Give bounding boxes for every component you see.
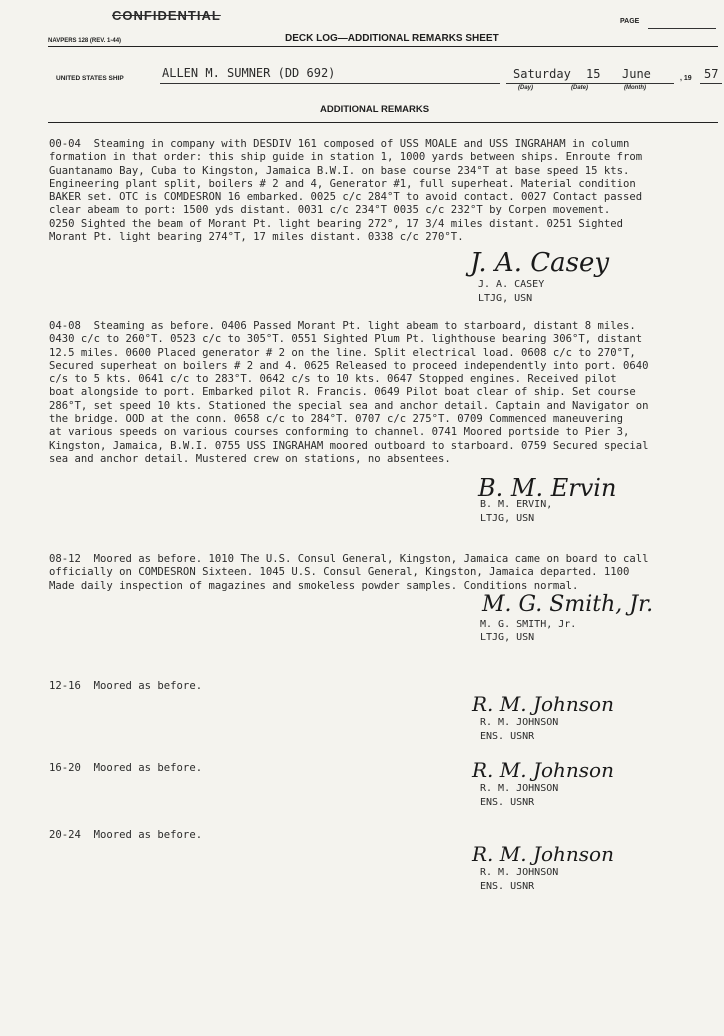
day-value: Saturday xyxy=(513,67,571,81)
signature-johnson-1: R. M. Johnson xyxy=(472,692,614,716)
signature-smith: M. G. Smith, Jr. xyxy=(482,592,654,617)
signature-johnson-3: R. M. Johnson xyxy=(472,842,614,866)
month-caption: (Month) xyxy=(624,85,646,91)
date-line xyxy=(506,83,674,84)
year-prefix: , 19 xyxy=(680,75,692,82)
log-entry-00-04: 00-04 Steaming in company with DESDIV 161 composed of USS MOALE and USS INGRAHAM in column formation in that order: this ship guide in station 1, 1000 yards between ships. Enroute from Guantanamo Bay, Cuba to Kingston, Jamaica B.W.I. on base course 234°T at base speed 15 kts. Engineering plant split, boilers # 2 and 4, Generator #1, full superheat. Material condition BAKER set. OTC is COMDESRON 16 embarked. 0025 c/c 284°T to avoid contact. 0027 Contact passed clear abeam to port: 1500 yds distant. 0031 c/c 234°T 0035 c/c 232°T by Corpen movement. 0250 Sighted the beam of Morant Pt. light bearing 272°, 17 3/4 miles distant. 0251 Sighted Morant Pt. light bearing 274°T, 17 miles distant. 0338 c/c 270°T. xyxy=(49,138,643,244)
classification-stamp: CONFIDENTIAL xyxy=(112,8,221,23)
signer-rank-casey: LTJG, USN xyxy=(478,293,533,304)
signature-casey: J. A. Casey xyxy=(470,248,610,278)
signature-johnson-2: R. M. Johnson xyxy=(472,758,614,782)
signer-rank-johnson-2: ENS. USNR xyxy=(480,797,535,808)
month-value: June xyxy=(622,67,651,81)
section-rule xyxy=(48,122,718,123)
form-number: NAVPERS 128 (REV. 1-44) xyxy=(48,38,122,44)
ship-name-line xyxy=(160,83,500,84)
log-entry-08-12: 08-12 Moored as before. 1010 The U.S. Consul General, Kingston, Jamaica came on board to call officially on COMDESRON Sixteen. 1045 U.S. Consul General, Kingston, Jamaica departed. 1100 Made daily inspection of magazines and smokeless powder samples. Conditions normal. xyxy=(49,553,649,592)
log-entry-12-16: 12-16 Moored as before. xyxy=(49,680,203,692)
signer-name-johnson-2: R. M. JOHNSON xyxy=(480,783,559,794)
signer-rank-johnson-1: ENS. USNR xyxy=(480,731,535,742)
date-value: 15 xyxy=(586,67,601,81)
log-entry-20-24: 20-24 Moored as before. xyxy=(49,829,203,841)
ship-name: ALLEN M. SUMNER (DD 692) xyxy=(162,66,336,80)
log-entry-04-08: 04-08 Steaming as before. 0406 Passed Morant Pt. light abeam to starboard, distant 8 miles. 0430 c/c to 260°T. 0523 c/c to 305°T. 0551 Sighted Plum Pt. lighthouse bearing 306°T, distant 12.5 miles. 0600 Placed generator # 2 on the line. Split electrical load. 0608 c/c to 270°T, Secured superheat on boilers # 2 and 4. 0625 Released to proceed independently into port. 0640 c/s to 5 kts. 0641 c/c to 283°T. 0642 c/s to 10 kts. 0647 Stopped engines. Received pilot boat alongside to port. Embarked pilot R. Francis. 0649 Pilot boat clear of ship. Set course 286°T, set speed 10 kts. Stationed the special sea and anchor detail. Captain and Navigator on the bridge. OOD at the conn. 0658 c/c to 284°T. 0707 c/c 275°T. 0709 Commenced maneuvering at various speeds on various courses conforming to channel. 0741 Moored portside to Pier 3, Kingston, Jamaica, B.W.I. 0755 USS INGRAHAM moored outboard to starboard. 0759 Secured special sea and anchor detail. Mustered crew on stations, no absentees. xyxy=(49,320,649,465)
signer-rank-ervin: LTJG, USN xyxy=(480,513,535,524)
page-label: PAGE xyxy=(620,18,640,25)
sheet-title: DECK LOG—ADDITIONAL REMARKS SHEET xyxy=(285,33,499,44)
page-number-line xyxy=(648,28,716,29)
signer-name-johnson-3: R. M. JOHNSON xyxy=(480,867,559,878)
year-line xyxy=(700,83,722,84)
section-title: ADDITIONAL REMARKS xyxy=(320,104,430,115)
signature-ervin: B. M. Ervin xyxy=(478,474,617,502)
signer-name-smith: M. G. SMITH, Jr. xyxy=(480,619,577,630)
signer-name-johnson-1: R. M. JOHNSON xyxy=(480,717,559,728)
ship-label: UNITED STATES SHIP xyxy=(56,75,124,82)
date-caption: (Date) xyxy=(571,85,589,91)
signer-name-casey: J. A. CASEY xyxy=(478,279,545,290)
header-rule xyxy=(48,46,718,47)
signer-name-ervin: B. M. ERVIN, xyxy=(480,499,553,510)
signer-rank-smith: LTJG, USN xyxy=(480,632,535,643)
day-caption: (Day) xyxy=(518,85,534,91)
log-entry-16-20: 16-20 Moored as before. xyxy=(49,762,203,774)
year-value: 57 xyxy=(704,67,719,81)
signer-rank-johnson-3: ENS. USNR xyxy=(480,881,535,892)
